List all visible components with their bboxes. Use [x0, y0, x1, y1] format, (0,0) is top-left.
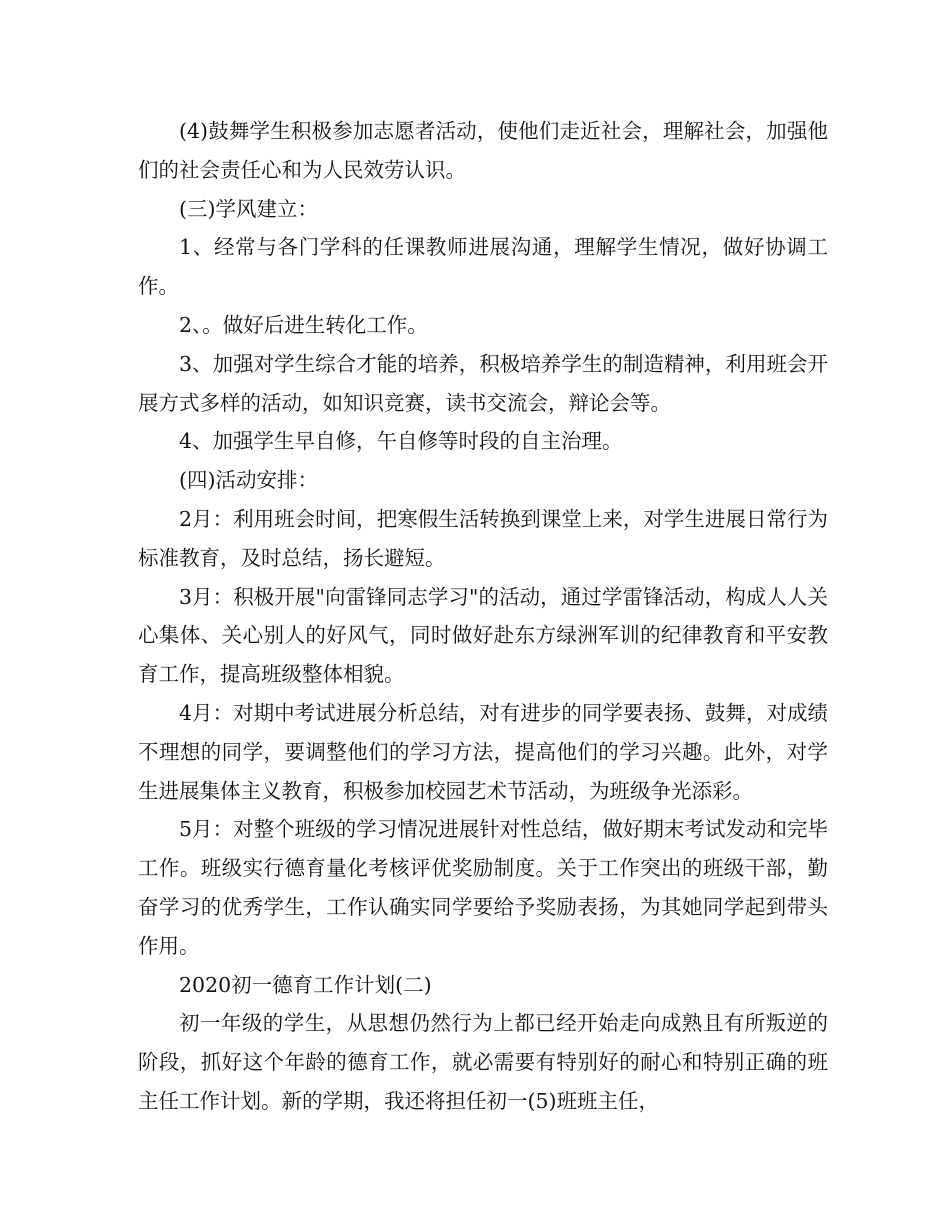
section-heading-activity-schedule: (四)活动安排： — [179, 468, 318, 493]
paragraph-march: 3月：积极开展"向雷锋同志学习"的活动，通过学雷锋活动，构成人人关心集体、关心别人的好风气，同时做好赴东方绿洲军训的纪律教育和平安教育工作，提高班级整体相貌。 — [138, 584, 828, 687]
paragraph-april: 4月：对期中考试进展分析总结，对有进步的同学要表扬、鼓舞，对成绩不理想的同学，要调整他们的学习方法，提高他们的学习兴趣。此外，对学生进展集体主义教育，积极参加校园艺术节活动，为班级争光添彩。 — [138, 700, 828, 803]
paragraph-february: 2月：利用班会时间，把寒假生活转换到课堂上来，对学生进展日常行为标准教育，及时总结，扬长避短。 — [138, 506, 828, 570]
paragraph-grade-one-intro: 初一年级的学生，从思想仍然行为上都已经开始走向成熟且有所叛逆的阶段，抓好这个年龄的德育工作，就必需要有特别好的耐心和特别正确的班主任工作计划。新的学期，我还将担任初一(5)班班主任， — [138, 1011, 828, 1113]
plan-title-part-two: 2020初一德育工作计划(二) — [179, 972, 432, 997]
paragraph-volunteer-activities: (4)鼓舞学生积极参加志愿者活动，使他们走近社会，理解社会，加强他们的社会责任心和为人民效劳认识。 — [138, 119, 828, 182]
section-heading-study-style: (三)学风建立： — [179, 196, 318, 221]
paragraph-self-study: 4、加强学生早自修，午自修等时段的自主治理。 — [179, 429, 623, 454]
paragraph-may: 5月：对整个班级的学习情况进展针对性总结，做好期末考试发动和完毕工作。班级实行德育量化考核评优奖励制度。关于工作突出的班级干部，勤奋学习的优秀学生，工作认确实同学要给予奖励表扬，为其她同学起到带头作用。 — [138, 817, 828, 958]
paragraph-comprehensive-ability: 3、加强对学生综合才能的培养，积极培养学生的制造精神，利用班会开展方式多样的活动，如知识竞赛，读书交流会，辩论会等。 — [138, 351, 828, 415]
paragraph-teacher-communication: 1、经常与各门学科的任课教师进展沟通，理解学生情况，做好协调工作。 — [138, 235, 828, 299]
document-body — [138, 112, 828, 1121]
paragraph-lagging-students: 2、。做好后进生转化工作。 — [179, 312, 428, 337]
